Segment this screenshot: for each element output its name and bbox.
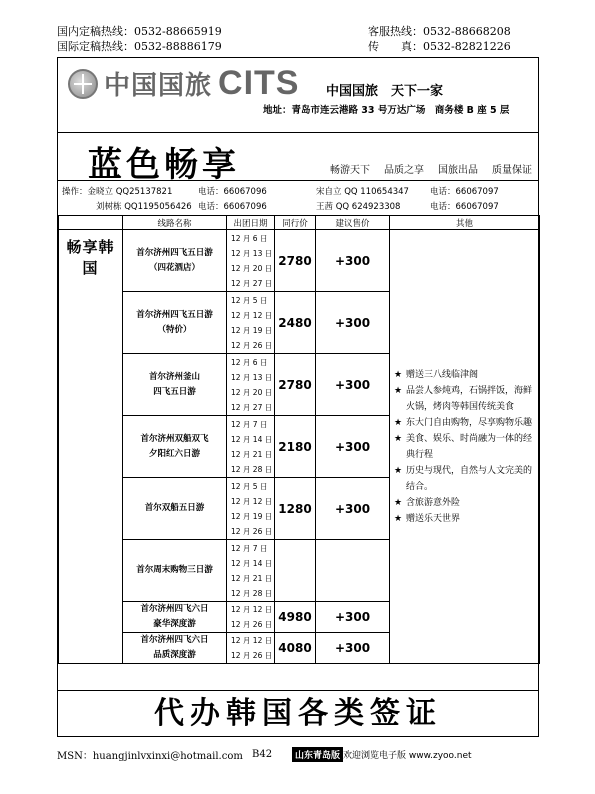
route-line: （特价）: [157, 324, 192, 335]
suggested-price: +300: [316, 354, 390, 416]
route-line: 首尔周末购物三日游: [136, 565, 213, 575]
side-label: 畅享韩国: [66, 238, 115, 277]
star-icon: ★: [394, 385, 403, 396]
route-name: [123, 478, 227, 540]
departure-dates: [227, 292, 275, 354]
header-blank: [59, 216, 123, 230]
star-icon: ★: [394, 369, 403, 380]
departure-date: 12 月 7 日: [231, 543, 268, 553]
operator-contact: 刘树栋 QQ1195056426: [96, 202, 192, 212]
route-line: 首尔双船五日游: [144, 503, 205, 513]
departure-date: 12 月 6 日: [231, 233, 268, 243]
note-text: 赠送乐天世界: [406, 513, 461, 524]
operator-contact: 操作：金晓立 QQ25137821: [62, 187, 173, 197]
departure-dates: [227, 230, 275, 292]
banner-title: 蓝色畅享: [88, 145, 240, 185]
suggested-price: [316, 540, 390, 602]
operator-phone: 电话：66067096: [198, 202, 267, 212]
route-line: 夕阳红六日游: [148, 448, 200, 459]
departure-date: 12 月 26 日: [231, 620, 273, 629]
route-line: 首尔济州双船双飞: [140, 433, 209, 444]
route-line: 豪华深度游: [153, 619, 196, 629]
banner-tag: 品质之享: [384, 165, 424, 176]
msn-contact: MSN：huangjinlvxinxi@hotmail.com: [57, 751, 243, 762]
route-line: 四飞五日游: [153, 386, 196, 397]
banner-tag: 国旅出品: [438, 165, 478, 176]
departure-date: 12 月 28 日: [231, 464, 273, 474]
banner-tags: [330, 161, 532, 176]
globe-icon: [68, 69, 98, 99]
departure-date: 12 月 19 日: [231, 511, 273, 521]
website-link[interactable]: 欢迎浏览电子版 www.zyoo.net: [343, 751, 472, 761]
departure-date: 12 月 6 日: [231, 357, 268, 367]
departure-date: 12 月 12 日: [231, 636, 273, 645]
star-icon: ★: [394, 417, 403, 428]
trade-price: 2780: [275, 354, 316, 416]
tour-table: [58, 215, 540, 664]
note-item: [394, 383, 535, 415]
note-text: 含旅游意外险: [406, 497, 461, 508]
departure-date: 12 月 12 日: [231, 310, 273, 320]
departure-date: 12 月 5 日: [231, 295, 268, 305]
departure-date: 12 月 14 日: [231, 558, 273, 568]
banner-tag: 畅游天下: [330, 165, 370, 176]
departure-dates: [227, 354, 275, 416]
route-line: 首尔济州四飞六日: [140, 604, 209, 614]
departure-date: 12 月 26 日: [231, 340, 273, 350]
domestic-hotline: 国内定稿热线：0532-88665919: [57, 25, 222, 38]
route-line: 首尔济州四飞六日: [140, 635, 209, 645]
route-name: [123, 416, 227, 478]
route-name: [123, 633, 227, 664]
departure-date: 12 月 7 日: [231, 419, 268, 429]
route-line: 首尔济州四飞五日游: [136, 309, 213, 320]
hotline-bar: [57, 24, 538, 54]
star-icon: ★: [394, 513, 403, 524]
suggested-price: +300: [316, 230, 390, 292]
banner-tag: 质量保证: [492, 165, 532, 176]
header-route: 线路名称: [123, 216, 227, 230]
departure-date: 12 月 14 日: [231, 434, 273, 444]
route-line: （四花酒店）: [148, 262, 200, 273]
suggested-price: +300: [316, 633, 390, 664]
table-row: [59, 230, 540, 292]
company-address: 地址：青岛市连云港路 33 号万达广场 商务楼 B 座 5 层: [263, 105, 510, 116]
departure-date: 12 月 21 日: [231, 449, 273, 459]
note-item: [394, 495, 535, 511]
page-footer: [57, 747, 539, 762]
route-name: [123, 230, 227, 292]
note-text: 赠送三八线临津阁: [406, 369, 479, 380]
header-other: 其他: [390, 216, 540, 230]
departure-date: 12 月 13 日: [231, 248, 273, 258]
departure-date: 12 月 26 日: [231, 526, 273, 536]
operator-contact: 宋自立 QQ 110654347: [316, 187, 409, 197]
trade-price: 2180: [275, 416, 316, 478]
departure-date: 12 月 19 日: [231, 325, 273, 335]
departure-date: 12 月 28 日: [231, 588, 273, 598]
page-number: B42: [252, 749, 273, 760]
departure-date: 12 月 27 日: [231, 278, 273, 288]
note-text: 品尝人参炖鸡，石锅拌饭，海鲜火锅，烤肉等韩国传统美食: [406, 385, 533, 412]
departure-date: 12 月 5 日: [231, 481, 268, 491]
trade-price: 1280: [275, 478, 316, 540]
departure-date: 12 月 12 日: [231, 496, 273, 506]
note-item: [394, 431, 535, 463]
star-icon: ★: [394, 433, 403, 444]
note-item: [394, 367, 535, 383]
logo-chinese: 中国国旅: [104, 71, 213, 101]
suggested-price: +300: [316, 292, 390, 354]
operator-phone: 电话：66067097: [430, 202, 499, 212]
departure-date: 12 月 12 日: [231, 605, 273, 614]
departure-dates: [227, 540, 275, 602]
departure-date: 12 月 26 日: [231, 651, 273, 660]
departure-date: 12 月 20 日: [231, 263, 273, 273]
header-price: 同行价: [275, 216, 316, 230]
tour-notes: [390, 230, 540, 664]
visa-banner: 代办韩国各类签证: [58, 690, 538, 736]
departure-date: 12 月 13 日: [231, 372, 273, 382]
suggested-price: +300: [316, 416, 390, 478]
edition-tag: 山东青岛版: [292, 747, 343, 762]
route-line: 品质深度游: [153, 650, 196, 660]
trade-price: 2780: [275, 230, 316, 292]
banner: [58, 133, 538, 185]
note-item: [394, 463, 535, 495]
operator-phone: 电话：66067097: [430, 187, 499, 197]
note-text: 美食、娱乐、时尚融为一体的经典行程: [406, 433, 533, 460]
side-label-cell: [59, 230, 123, 664]
fax-number: 传 真：0532-82821226: [368, 40, 511, 53]
departure-dates: [227, 478, 275, 540]
suggested-price: +300: [316, 602, 390, 633]
trade-price: 4080: [275, 633, 316, 664]
logo-english: CITS: [218, 64, 300, 102]
trade-price: 2480: [275, 292, 316, 354]
header-dates: 出团日期: [227, 216, 275, 230]
star-icon: ★: [394, 497, 403, 508]
operator-contact: 王茜 QQ 624923308: [316, 202, 401, 212]
departure-date: 12 月 21 日: [231, 573, 273, 583]
route-name: [123, 354, 227, 416]
note-item: [394, 415, 535, 431]
suggested-price: +300: [316, 478, 390, 540]
service-hotline: 客服热线：0532-88668208: [368, 25, 511, 38]
operator-phone: 电话：66067096: [198, 187, 267, 197]
note-text: 东大门自由购物，尽享购物乐趣: [406, 417, 533, 428]
route-line: 首尔济州釜山: [148, 371, 200, 382]
trade-price: 4980: [275, 602, 316, 633]
departure-dates: [227, 416, 275, 478]
brand-slogan: 中国国旅 天下一家: [326, 84, 444, 99]
ad-frame: [57, 57, 539, 737]
route-name: [123, 292, 227, 354]
departure-dates: [227, 602, 275, 633]
route-name: [123, 602, 227, 633]
departure-date: 12 月 27 日: [231, 402, 273, 412]
brand-header: [58, 58, 538, 133]
route-name: [123, 540, 227, 602]
operator-contacts: [58, 182, 538, 214]
departure-date: 12 月 20 日: [231, 387, 273, 397]
trade-price: [275, 540, 316, 602]
route-line: 首尔济州四飞五日游: [136, 247, 213, 258]
international-hotline: 国际定稿热线：0532-88886179: [57, 40, 222, 53]
departure-dates: [227, 633, 275, 664]
note-text: 历史与现代，自然与人文完美的结合。: [406, 465, 533, 492]
cits-logo: [68, 64, 299, 103]
star-icon: ★: [394, 465, 403, 476]
note-item: [394, 511, 535, 527]
header-suggested: 建议售价: [316, 216, 390, 230]
